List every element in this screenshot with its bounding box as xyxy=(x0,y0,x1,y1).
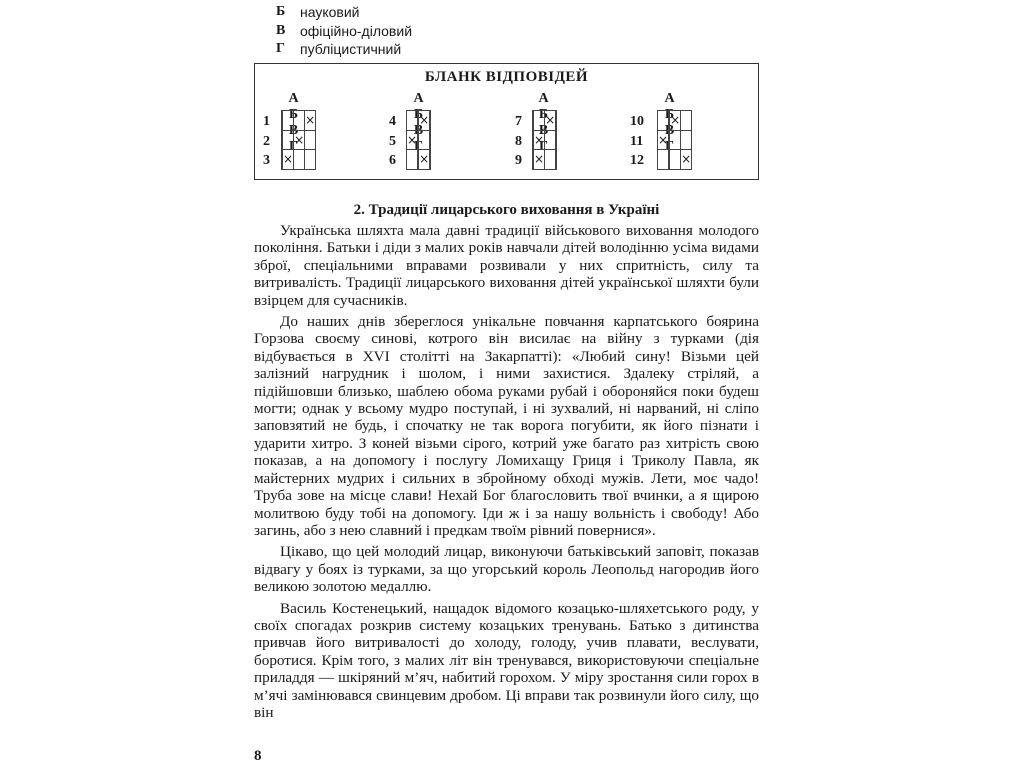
answer-cell xyxy=(658,111,669,131)
row-numbers xyxy=(515,112,522,171)
column-letter: Б xyxy=(538,107,549,122)
answer-row xyxy=(407,111,431,131)
answer-options xyxy=(276,3,412,59)
answer-sheet-title: БЛАНК ВІДПОВІДЕЙ xyxy=(424,69,589,85)
answer-cell xyxy=(294,150,305,170)
column-letter: А xyxy=(413,91,424,106)
answer-cell xyxy=(430,111,431,131)
row-number: 4 xyxy=(389,114,396,129)
answer-row xyxy=(658,111,692,131)
answer-mark-cell: × xyxy=(407,130,418,150)
answer-cell xyxy=(305,150,316,170)
page-number: 8 xyxy=(254,748,262,764)
option-text: публіцистичний xyxy=(300,41,402,58)
column-letter: Г xyxy=(539,139,548,154)
answer-row xyxy=(282,150,316,170)
answer-mark-cell: × xyxy=(419,150,430,170)
answer-row xyxy=(282,130,316,150)
answer-cell xyxy=(419,130,430,150)
answer-grid xyxy=(532,110,557,170)
option-text: офіційно-діловий xyxy=(300,22,413,39)
answer-cell xyxy=(283,130,294,150)
answer-row xyxy=(658,130,692,150)
answer-mark-cell: × xyxy=(305,111,316,131)
row-number: 7 xyxy=(515,114,522,129)
answer-cell xyxy=(407,150,418,170)
paragraph: Василь Костенецький, нащадок відомого козацько-шляхетського роду, у своїх спогадах розкрив систему козацьких тренувань. Батько з дитинства привчав його витривалості до холоду, голоду, учив плавати, веслувати, боротися. Крім того, з малих літ він тренувався, використовуючи спеціальне приладдя — шкіряний м’яч, набитий горохом. У міру зростання сили горох в м’ячі замінювався свинцевим дробом. Ці вправи так розвинули його силу, що він xyxy=(254,599,759,721)
answer-mark-cell: × xyxy=(681,150,692,170)
column-letter: Г xyxy=(665,139,674,154)
answer-mark-cell: × xyxy=(534,130,545,150)
answer-row xyxy=(533,130,557,150)
answer-row xyxy=(282,111,316,131)
paragraph: До наших днів збереглося унікальне повчання карпатського боярина Горзова своєму синові, котрого він висилає на війну з турками (дія відбувається в XVI столітті на Закарпатті): «Любий сину! Візьми цей залізний нагрудник і шолом, і ними захистися. Здалеку стріляй, а підійшовши близько, шаблею обома руками рубай і обороняйся поки будеш могти; однак у всьому мудро поступай, і ні зухвалий, ні нарваний, ні сліпо заповзятий не будь, і спочатку не так ворога погубити, як його пізнати і ударити хитро. З коней візьми сірого, котрий уже багато раз хитрість свою показав, а на допомогу і послугу Ломихащу Гриця і Триколу Павла, як майстерних мудрих і сильних в збройному обході мужів. Лети, моє чадо! Труба зове на місце слави! Нехай Бог благословить твої вчинки, а я щирою молитвою буду тобі на допомогу. Іди ж і за нашу вольність і свободу! Або загинь, або з нею славний і предкам твоїм рівний повернися». xyxy=(254,313,759,539)
column-letter: В xyxy=(413,123,424,138)
option-letter: Б xyxy=(276,4,286,20)
row-number: 9 xyxy=(515,153,522,168)
column-letter: Б xyxy=(664,107,675,122)
answer-cell xyxy=(556,111,557,131)
answer-cell xyxy=(681,111,692,131)
answer-row xyxy=(407,130,431,150)
answer-sheet xyxy=(254,63,759,180)
option-letter: Г xyxy=(276,41,285,57)
row-number: 10 xyxy=(630,114,644,129)
section-title: 2. Традиції лицарського виховання в Україні xyxy=(353,202,660,218)
column-letter: В xyxy=(664,123,675,138)
answer-grid xyxy=(657,110,692,170)
answer-grid xyxy=(281,110,316,170)
article-body xyxy=(254,222,759,721)
answer-cell xyxy=(294,111,305,131)
answer-cell xyxy=(545,130,556,150)
answer-mark-cell: × xyxy=(545,111,556,131)
answer-cell xyxy=(305,130,316,150)
answer-cell xyxy=(407,111,418,131)
column-letter: Г xyxy=(289,139,298,154)
option-v xyxy=(276,22,412,41)
column-letter: Б xyxy=(413,107,424,122)
row-number: 5 xyxy=(389,133,396,149)
answer-cell xyxy=(534,111,545,131)
answer-mark-cell: × xyxy=(419,111,430,131)
answer-row xyxy=(533,150,557,170)
answer-cell xyxy=(658,150,669,170)
row-number: 2 xyxy=(263,133,270,149)
paragraph: Українська шляхта мала давні традиції військового виховання молодого покоління. Батьки і діди з малих років навчали дітей володінню усіма видами зброї, спеціальними вправами розвивали у них спритність, силу та витривалість. Традиції лицарського виховання дітей української шляхти були взірцем для сучасників. xyxy=(254,222,759,309)
answer-cell xyxy=(670,130,681,150)
answer-row xyxy=(407,150,431,170)
answer-mark-cell: × xyxy=(658,130,669,150)
row-number: 1 xyxy=(263,114,270,129)
answer-cell xyxy=(681,130,692,150)
column-letter: А xyxy=(664,91,675,106)
answer-cell xyxy=(670,150,681,170)
answer-cell xyxy=(430,150,431,170)
option-b xyxy=(276,3,412,22)
option-letter: В xyxy=(276,22,286,38)
answer-grid xyxy=(406,110,431,170)
column-letter: Г xyxy=(414,139,423,154)
column-letter: А xyxy=(288,91,299,106)
row-numbers xyxy=(630,112,644,171)
column-letter: В xyxy=(538,123,549,138)
column-letter: Б xyxy=(288,107,299,122)
answer-cell xyxy=(545,150,556,170)
row-numbers xyxy=(263,112,270,171)
answer-mark-cell: × xyxy=(670,111,681,131)
answer-row xyxy=(533,111,557,131)
answer-row xyxy=(658,150,692,170)
answer-cell xyxy=(556,150,557,170)
option-h xyxy=(276,40,412,59)
row-number: 6 xyxy=(389,153,396,168)
answer-mark-cell: × xyxy=(283,150,294,170)
column-letter: А xyxy=(538,91,549,106)
row-number: 3 xyxy=(263,153,270,168)
option-text: науковий xyxy=(300,4,360,21)
row-number: 12 xyxy=(630,153,644,168)
row-number: 8 xyxy=(515,133,522,149)
answer-cell xyxy=(556,130,557,150)
row-number: 11 xyxy=(630,133,644,149)
answer-cell xyxy=(430,130,431,150)
answer-mark-cell: × xyxy=(294,130,305,150)
column-letter: В xyxy=(288,123,299,138)
answer-cell xyxy=(283,111,294,131)
row-numbers xyxy=(389,112,396,171)
answer-mark-cell: × xyxy=(534,150,545,170)
paragraph: Цікаво, що цей молодий лицар, виконуючи батьківський заповіт, показав відвагу у боях із турками, за що угорський король Леопольд нагородив його великою золотою медаллю. xyxy=(254,543,759,596)
